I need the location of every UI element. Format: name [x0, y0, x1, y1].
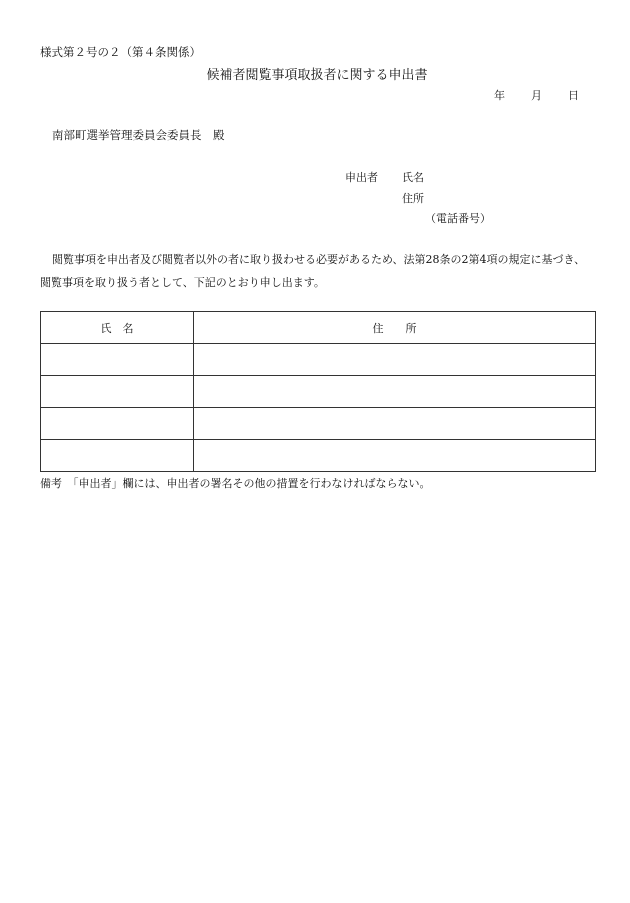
applicant-address-label: 住所 — [402, 192, 424, 205]
date-month-label: 月 — [531, 89, 542, 102]
date-year-label: 年 — [494, 89, 505, 102]
address-cell[interactable] — [194, 344, 596, 376]
table-body — [41, 344, 596, 472]
column-header-name: 氏 名 — [41, 312, 194, 344]
form-number: 様式第２号の２（第４条関係） — [40, 45, 201, 59]
note: 備考 「申出者」欄には、申出者の署名その他の措置を行わなければならない。 — [40, 477, 431, 490]
handler-table — [40, 311, 596, 472]
name-cell[interactable] — [41, 408, 194, 440]
table-row — [41, 440, 596, 472]
table-row — [41, 344, 596, 376]
name-cell[interactable] — [41, 344, 194, 376]
table-row — [41, 408, 596, 440]
date-line — [494, 87, 579, 103]
date-day-label: 日 — [568, 89, 579, 102]
table-header-row — [41, 312, 596, 344]
name-cell[interactable] — [41, 440, 194, 472]
address-cell[interactable] — [194, 408, 596, 440]
applicant-label: 申出者 — [345, 171, 378, 184]
table-row — [41, 376, 596, 408]
page-title: 候補者閲覧事項取扱者に関する申出書 — [206, 68, 428, 83]
column-header-address: 住 所 — [194, 312, 596, 344]
body-paragraph: 閲覧事項を申出者及び閲覧者以外の者に取り扱わせる必要があるため、法第28条の2第4項の規定に基づき、閲覧事項を取り扱う者として、下記のとおり申し出ます。 — [40, 253, 586, 289]
applicant-name-label: 氏名 — [402, 171, 424, 184]
name-cell[interactable] — [41, 376, 194, 408]
addressee: 南部町選挙管理委員会委員長 殿 — [52, 128, 225, 142]
address-cell[interactable] — [194, 376, 596, 408]
applicant-phone-label: （電話番号） — [425, 212, 491, 225]
address-cell[interactable] — [194, 440, 596, 472]
